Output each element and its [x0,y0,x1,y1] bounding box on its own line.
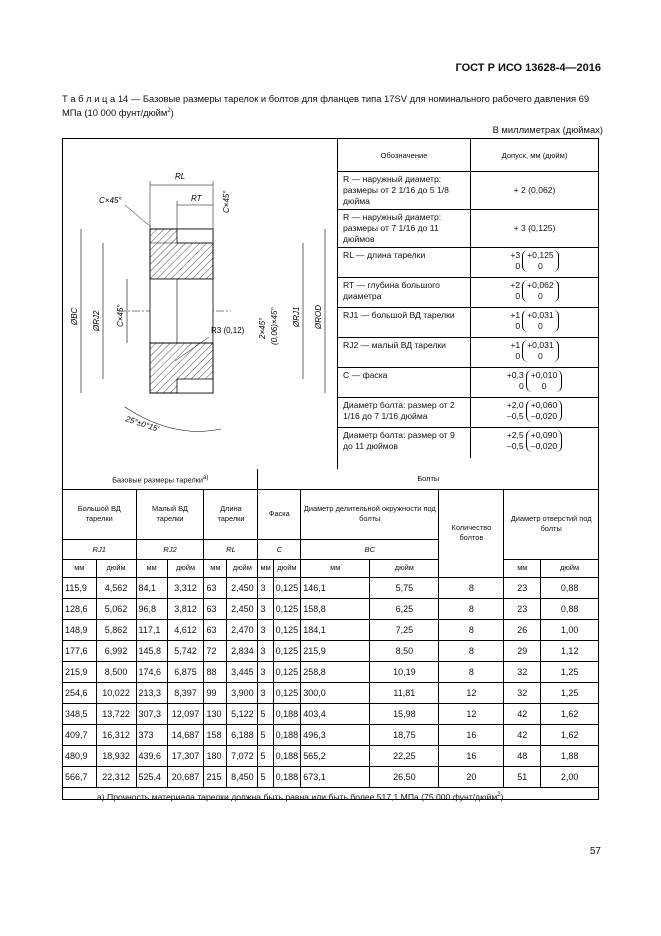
table-cell: 0,188 [273,745,301,766]
table-cell: 16 [439,724,504,745]
table-cell: 3,812 [167,598,204,619]
rj1-header: Большой ВД тарелки [63,489,136,539]
table-row [63,577,598,598]
table-cell: 215 [204,766,227,787]
rl-symbol: RL [204,539,258,559]
table-cell: 48 [504,745,541,766]
table-cell: 96,8 [136,598,167,619]
table-cell: 5,122 [227,703,258,724]
table-cell: 63 [204,619,227,640]
table-cell: 3 [258,598,273,619]
table-row [63,619,598,640]
table-cell: 13,722 [96,703,136,724]
table-cell: 0,88 [541,598,598,619]
table-cell: 115,9 [63,577,96,598]
tolerance-value: + 2 (0,062) [471,172,599,210]
table-cell: 23 [504,598,541,619]
table-cell: 2,450 [227,577,258,598]
tolerance-value: + 3 (0,125) [471,210,599,248]
table-cell: 215,9 [63,661,96,682]
table-row [63,661,598,682]
tolerance-header-value: Допуск, мм (дюйм) [471,139,599,172]
table-cell: 0,125 [273,619,301,640]
chamfer-left-label: C×45° [116,304,125,327]
unit-mm: мм [504,559,541,577]
table-cell: 6,25 [370,598,439,619]
rj2-label: ØRJ2 [92,310,101,331]
table-row [63,766,598,787]
table-cell: 480,9 [63,745,96,766]
table-cell: 673,1 [301,766,370,787]
table-cell: 146,1 [301,577,370,598]
rl-header: Длина тарелки [204,489,258,539]
table-row [63,640,598,661]
table-cell: 130 [204,703,227,724]
table-cell: 32 [504,682,541,703]
tolerance-desc: RT — глубина большого диаметра [338,278,471,308]
table-cell: 5 [258,745,273,766]
table-frame [62,138,599,800]
c-symbol: C [258,539,301,559]
tolerance-desc: Диаметр болта: размер от 2 1/16 до 7 1/16 дюйма [338,398,471,428]
table-cell: 5,862 [96,619,136,640]
table-cell: 3 [258,661,273,682]
table-cell: 8,500 [96,661,136,682]
table-row [63,703,598,724]
table-cell: 117,1 [136,619,167,640]
table-cell: 566,7 [63,766,96,787]
table-cell: 26 [504,619,541,640]
table-cell: 1,25 [541,682,598,703]
table-cell: 300,0 [301,682,370,703]
table-cell: 63 [204,577,227,598]
table-cell: 63 [204,598,227,619]
table-cell: 6,875 [167,661,204,682]
tolerance-desc: RJ1 — большой ВД тарелки [338,308,471,338]
tolerance-desc: R — наружный диаметр: размеры от 2 1/16 до 5 1/8 дюйма [338,172,471,210]
table-cell: 128,6 [63,598,96,619]
table-row [63,598,598,619]
bc-label: ØBC [70,307,79,325]
tolerance-desc: RL — длина тарелки [338,248,471,278]
table-cell: 4,562 [96,577,136,598]
table-cell: 3 [258,577,273,598]
table-cell: 3 [258,640,273,661]
table-cell: 2,450 [227,598,258,619]
table-cell: 1,62 [541,724,598,745]
table-cell: 307,3 [136,703,167,724]
chamfer-header: Фаска [258,489,301,539]
table-cell: 42 [504,724,541,745]
table-cell: 7,25 [370,619,439,640]
table-cell: 0,125 [273,682,301,703]
rl-label: RL [175,172,186,181]
bolts-group-header: Болты [258,469,598,489]
table-cell: 496,3 [301,724,370,745]
table-cell: 8 [439,619,504,640]
table-cell: 18,932 [96,745,136,766]
table-cell: 184,1 [301,619,370,640]
table-cell: 0,125 [273,661,301,682]
ring-cross-section-drawing [63,139,338,469]
table-cell: 148,9 [63,619,96,640]
page-number: 57 [589,846,601,857]
unit-mm: мм [258,559,273,577]
table-cell: 177,6 [63,640,96,661]
table-cell: 5 [258,703,273,724]
rt-label: RT [191,194,202,203]
tolerance-table: Обозначение Допуск, мм (дюйм) R — наружный диаметр: размеры от 2 1/16 до 5 1/8 дюйма + 2 (0,062) R — наружный диаметр: размеры от 7 1/16 до 11 дюймов + 3 (0,125) RL — длина тарелки +3 0+0,125 0 RT — глубина большого диаметра +2 0+0,062 0 RJ1 — большой ВД тарелки +1 0+0,031 0 RJ2 — малый ВД тарелки +1 0+0,031 0 C — фаска +0,3 0+0,010 0 Диаметр болта: размер от 2 1/16 до 7 1/16 дюйма +2,0 –0,5+0,060 –0,020 Диаметр болта: размер от 9 до 11 дюймов +2,5 –0,5+0,090 –0,020 [338,139,598,458]
table-cell: 525,4 [136,766,167,787]
table-cell: 6,188 [227,724,258,745]
tolerance-desc: RJ2 — малый ВД тарелки [338,338,471,368]
footnote: а) Прочность материала тарелки должна быть равна или быть более 517,1 МПа (75 000 фунт/дюйм$^2$). [97,791,506,802]
rj2-header: Малый ВД тарелки [136,489,204,539]
table-cell: 3,312 [167,577,204,598]
unit-mm: мм [63,559,96,577]
table-cell: 8,450 [227,766,258,787]
tolerance-desc: R — наружный диаметр: размеры от 7 1/16 до 11 дюймов [338,210,471,248]
data-rows [63,577,598,787]
table-cell: 7,072 [227,745,258,766]
table-cell: 20,687 [167,766,204,787]
table-cell: 215,9 [301,640,370,661]
table-cell: 15,98 [370,703,439,724]
table-cell: 8 [439,577,504,598]
table-cell: 42 [504,703,541,724]
table-cell: 213,3 [136,682,167,703]
table-cell: 565,2 [301,745,370,766]
tolerance-header-designation: Обозначение [338,139,471,172]
table-cell: 8 [439,640,504,661]
table-cell: 1,25 [541,661,598,682]
table-cell: 3,900 [227,682,258,703]
table-cell: 3,445 [227,661,258,682]
document-id: ГОСТ Р ИСО 13628-4—2016 [455,62,601,74]
table-cell: 16 [439,745,504,766]
table-cell: 0,125 [273,640,301,661]
table-cell: 258,8 [301,661,370,682]
table-cell: 1,12 [541,640,598,661]
table-cell: 254,6 [63,682,96,703]
tolerance-desc: C — фаска [338,368,471,398]
table-cell: 12,097 [167,703,204,724]
table-cell: 373 [136,724,167,745]
table-cell: 0,188 [273,703,301,724]
dimensions-table [63,469,598,808]
rj1-symbol: RJ1 [63,539,136,559]
table-cell: 88 [204,661,227,682]
unit-inch: дюйм [541,559,598,577]
tolerance-desc: Диаметр болта: размер от 9 до 11 дюймов [338,428,471,458]
table-cell: 145,8 [136,640,167,661]
table-cell: 2,834 [227,640,258,661]
table-cell: 18,75 [370,724,439,745]
table-row [63,745,598,766]
units-note: В миллиметрах (дюймах) [492,124,603,135]
table-cell: 12 [439,682,504,703]
table-cell: 32 [504,661,541,682]
unit-inch: дюйм [167,559,204,577]
unit-mm: мм [301,559,370,577]
unit-inch: дюйм [96,559,136,577]
table-cell: 3 [258,619,273,640]
table-cell: 22,312 [96,766,136,787]
table-cell: 51 [504,766,541,787]
table-cell: 348,5 [63,703,96,724]
table-cell: 6,992 [96,640,136,661]
angle-label: 25°±0°15' [124,414,161,434]
chamfer-right-label: C×45° [222,190,231,213]
table-cell: 174,6 [136,661,167,682]
table-cell: 29 [504,640,541,661]
table-cell: 5 [258,766,273,787]
table-cell: 0,125 [273,577,301,598]
table-cell: 0,125 [273,598,301,619]
bc-header: Диаметр делительной окружности под болты [301,489,439,539]
table-cell: 99 [204,682,227,703]
table-cell: 17,307 [167,745,204,766]
table-cell: 22,25 [370,745,439,766]
rj2-symbol: RJ2 [136,539,204,559]
table-cell: 12 [439,703,504,724]
table-cell: 180 [204,745,227,766]
table-cell: 72 [204,640,227,661]
chamfer-top-label: C×45° [99,196,122,205]
table-cell: 20 [439,766,504,787]
table-cell: 2,470 [227,619,258,640]
table-cell: 0,188 [273,724,301,745]
table-cell: 11,81 [370,682,439,703]
table-cell: 158 [204,724,227,745]
table-cell: 403,4 [301,703,370,724]
hole-diameter-header: Диаметр отверстий под болты [504,489,598,559]
table-cell: 8,397 [167,682,204,703]
table-caption: Т а б л и ц а 14 — Базовые размеры тарелок и болтов для фланцев типа 17SV для номинального рабочего давления 69 МПа (10 000 фунт/дюйм$^2$) [62,93,590,119]
bc-symbol: BC [301,539,439,559]
table-cell: 0,88 [541,577,598,598]
table-cell: 8,50 [370,640,439,661]
unit-mm: мм [136,559,167,577]
table-cell: 439,6 [136,745,167,766]
table-cell: 3 [258,682,273,703]
table-cell: 5 [258,724,273,745]
table-cell: 10,19 [370,661,439,682]
bolt-count-header: Количество болтов [439,489,504,577]
technical-drawing [63,139,338,469]
table-cell: 8 [439,661,504,682]
table-cell: 1,62 [541,703,598,724]
table-cell: 158,8 [301,598,370,619]
table-cell: 8 [439,598,504,619]
table-cell: 409,7 [63,724,96,745]
table-cell: 14,687 [167,724,204,745]
table-cell: 16,312 [96,724,136,745]
table-cell: 5,75 [370,577,439,598]
table-cell: 4,612 [167,619,204,640]
radius-label: R3 (0,12) [211,326,245,335]
rj1-label: ØRJ1 [292,306,301,327]
plate-group-header: Базовые размеры тарелки$^{а)}$ [63,469,258,489]
table-cell: 2,00 [541,766,598,787]
table-cell: 26,50 [370,766,439,787]
table-cell: 1,88 [541,745,598,766]
table-row [63,724,598,745]
table-row [63,682,598,703]
table-cell: 0,188 [273,766,301,787]
table-cell: 23 [504,577,541,598]
chamfer-inch-label: (0,06)×45° [270,307,279,345]
table-cell: 10,022 [96,682,136,703]
table-cell: 5,742 [167,640,204,661]
table-cell: 5,062 [96,598,136,619]
unit-mm: мм [204,559,227,577]
unit-inch: дюйм [370,559,439,577]
unit-inch: дюйм [273,559,301,577]
chamfer-label: 2×45° [258,317,267,339]
table-cell: 1,00 [541,619,598,640]
unit-inch: дюйм [227,559,258,577]
rod-label: ØROD [314,305,323,329]
table-cell: 84,1 [136,577,167,598]
